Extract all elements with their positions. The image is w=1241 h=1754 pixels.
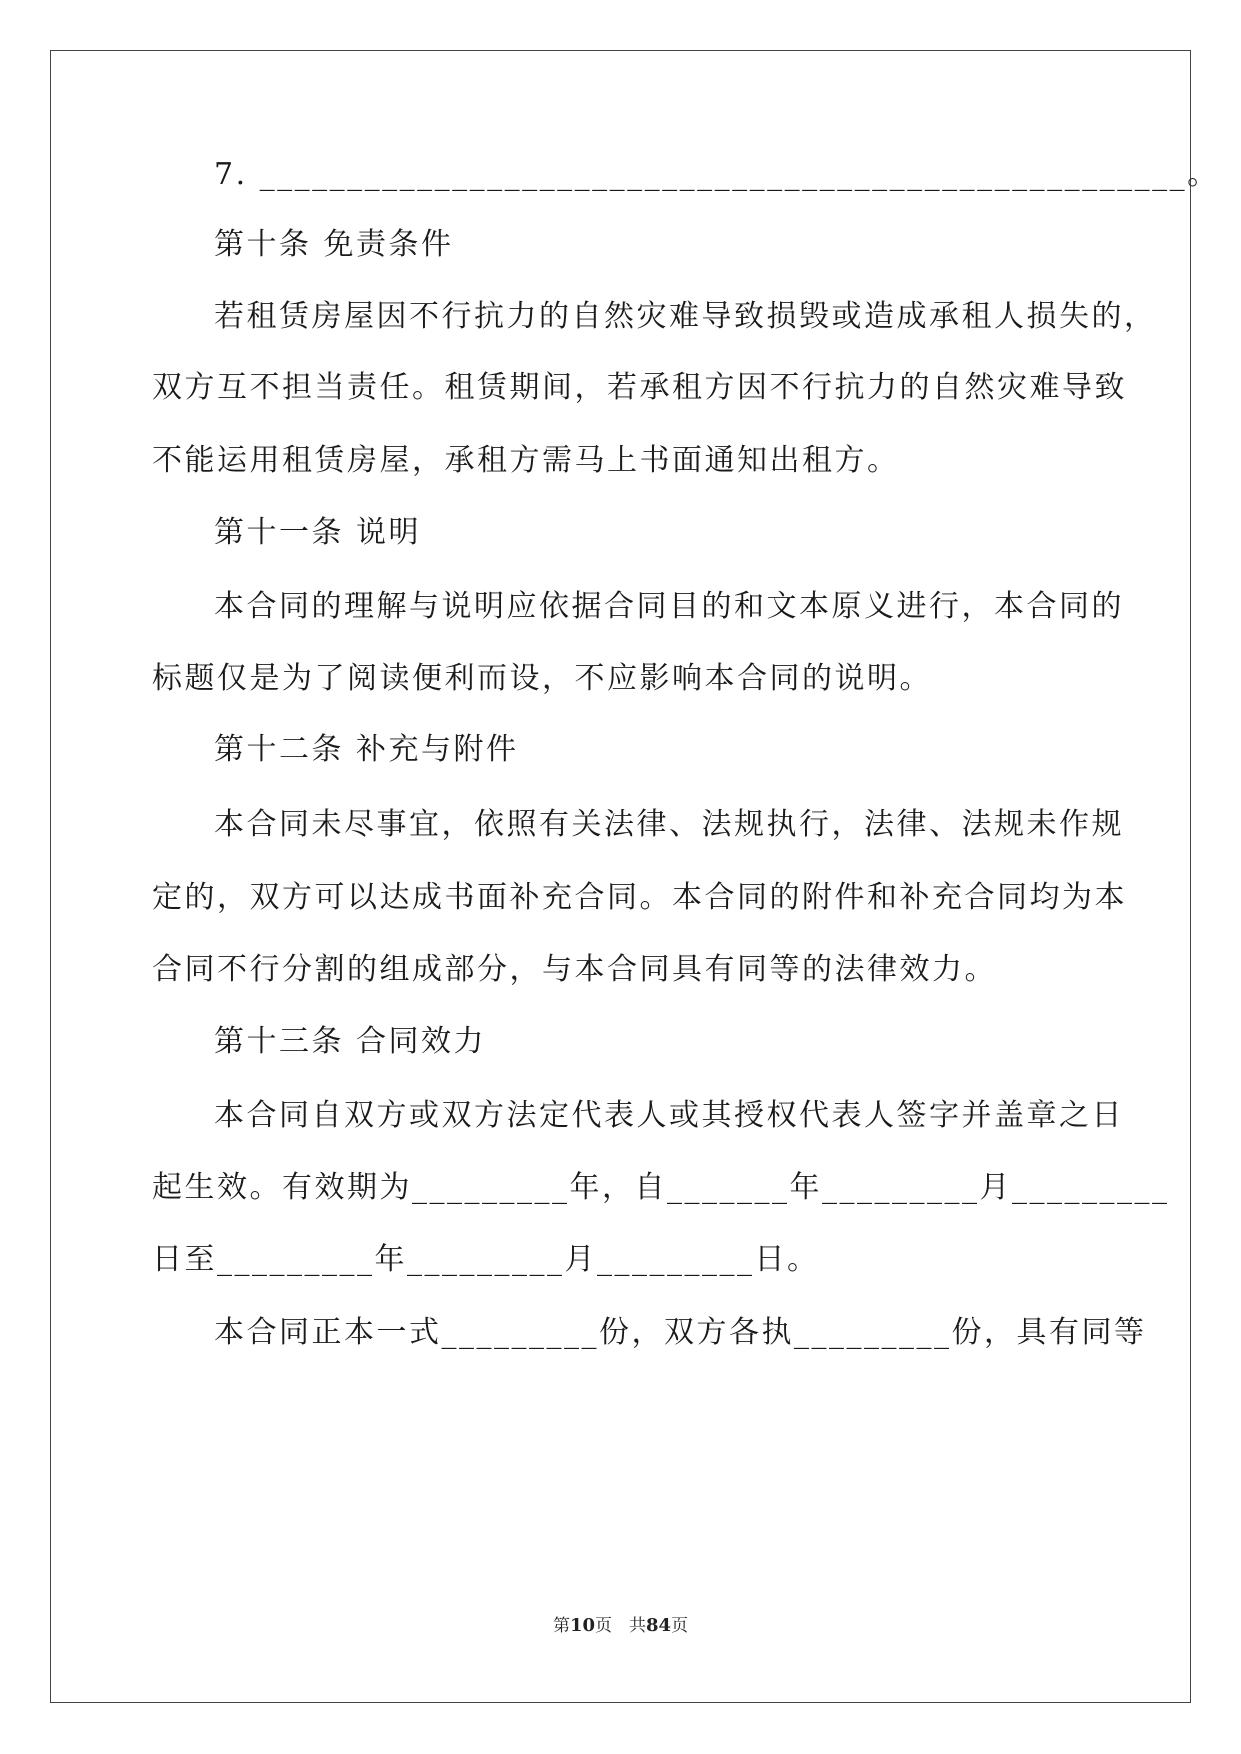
current-page-number: 10: [569, 1615, 595, 1636]
heading-article-11: 第十一条 说明: [214, 515, 422, 550]
heading-article-10: 第十条 免责条件: [214, 227, 454, 262]
total-page-number: 84: [646, 1615, 672, 1636]
footer-suffix: 页: [671, 1616, 689, 1636]
clause-9-item-7: 7. _____________________________________________________。: [214, 157, 1220, 192]
footer-prefix: 第: [552, 1616, 570, 1636]
paragraph-line: 本合同未尽事宜，依照有关法律、法规执行，法律、法规未作规: [214, 807, 1124, 842]
heading-article-12: 第十二条 补充与附件: [214, 732, 519, 767]
paragraph-line: 本合同自双方或双方法定代表人或其授权代表人签字并盖章之日: [214, 1098, 1124, 1133]
paragraph-line: 本合同正本一式_________份，双方各执_________份，具有同等: [214, 1315, 1147, 1350]
paragraph-line: 标题仅是为了阅读便利而设，不应影响本合同的说明。: [152, 661, 932, 696]
paragraph-line: 定的，双方可以达成书面补充合同。本合同的附件和补充合同均为本: [152, 880, 1127, 915]
paragraph-line: 日至_________年_________月_________日。: [152, 1242, 820, 1277]
paragraph-line: 双方互不担当责任。租赁期间，若承租方因不行抗力的自然灾难导致: [152, 370, 1127, 405]
footer-mid: 页 共: [595, 1616, 646, 1636]
paragraph-line: 本合同的理解与说明应依据合同目的和文本原义进行，本合同的: [214, 589, 1124, 624]
page-number-footer: [0, 1614, 1241, 1638]
paragraph-line: 不能运用租赁房屋，承租方需马上书面通知出租方。: [152, 443, 900, 478]
heading-article-13: 第十三条 合同效力: [214, 1024, 487, 1059]
paragraph-line: 起生效。有效期为_________年，自_______年_________月_________: [152, 1170, 1170, 1205]
paragraph-line: 合同不行分割的组成部分，与本合同具有同等的法律效力。: [152, 952, 997, 987]
paragraph-line: 若租赁房屋因不行抗力的自然灾难导致损毁或造成承租人损失的，: [214, 299, 1157, 334]
